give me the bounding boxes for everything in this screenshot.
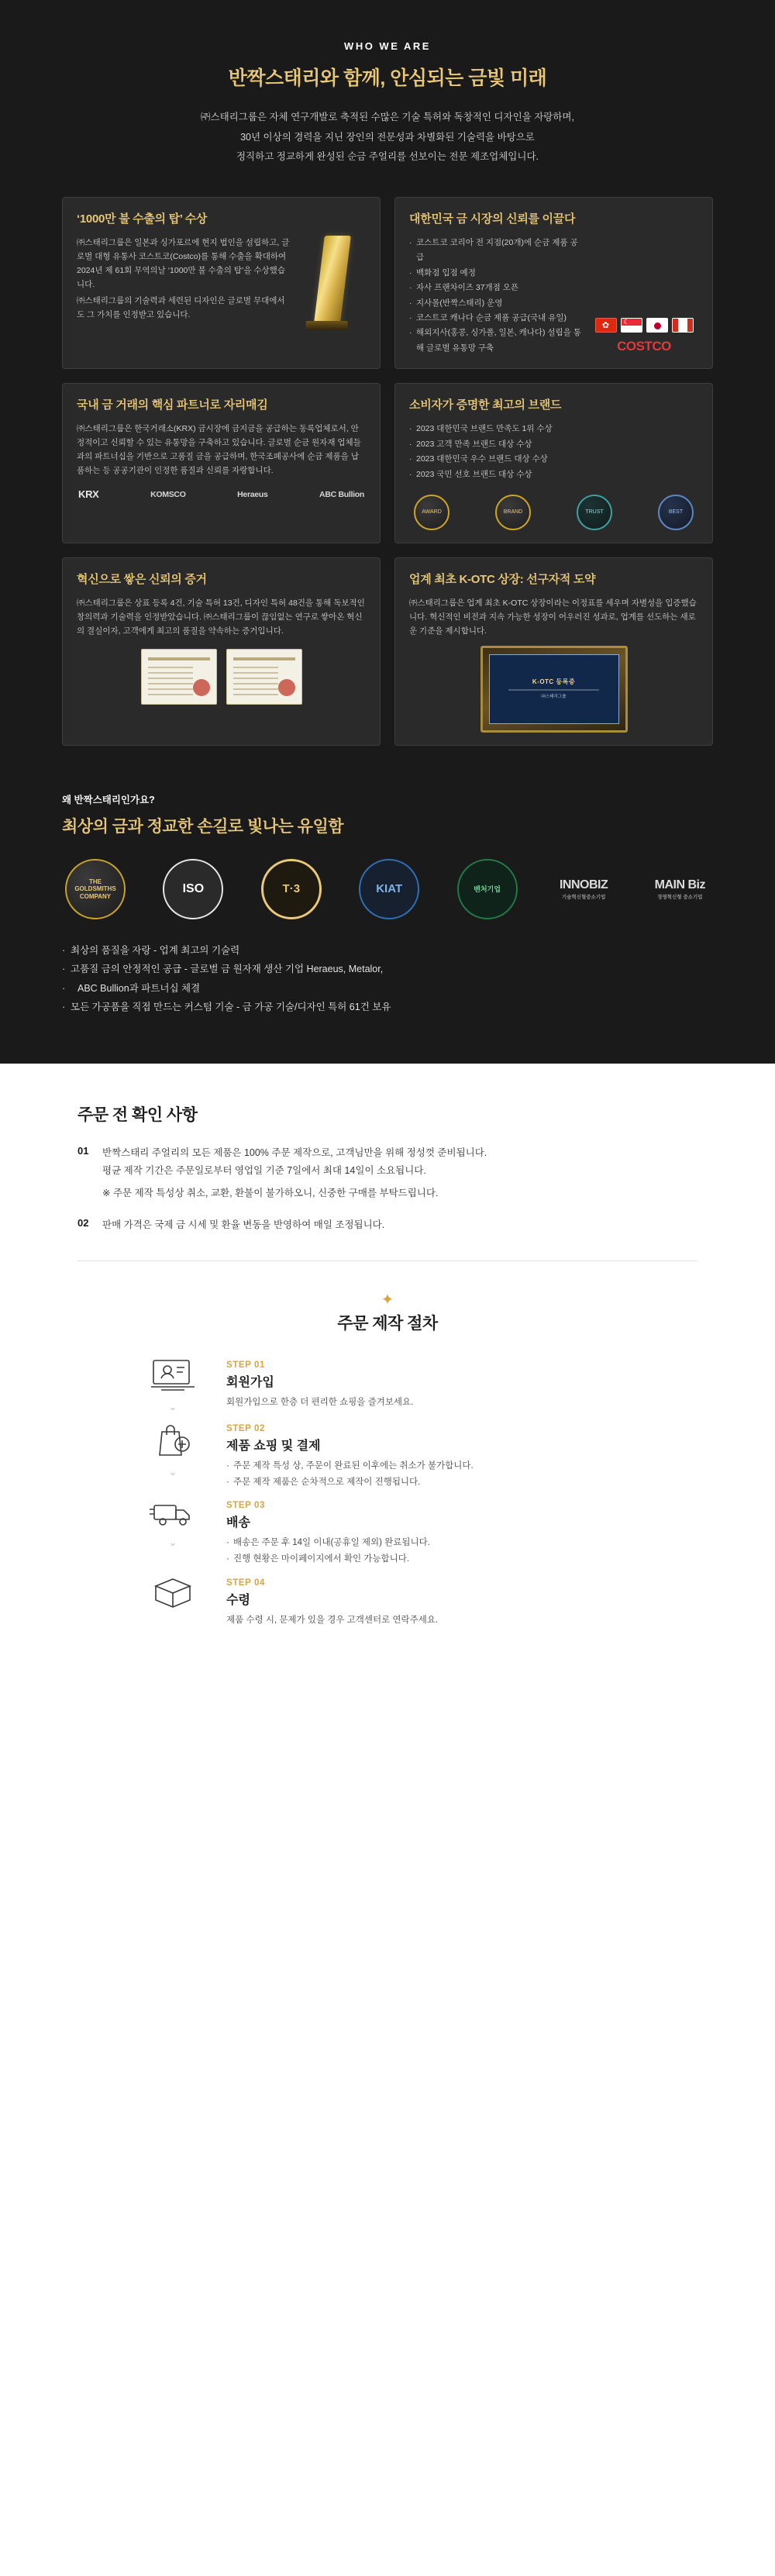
award-medal-row [409, 495, 698, 530]
notice-warning: ※ 주문 제작 특성상 취소, 교환, 환불이 불가하오니, 신중한 구매를 부탁드립니다. [102, 1187, 439, 1198]
card-bullet-list [409, 422, 698, 482]
chevron-down-icon: ⌄ [168, 1401, 177, 1413]
hero-description [0, 108, 775, 167]
mainbiz-badge-sub: 경영혁신형 중소기업 [657, 894, 703, 900]
process-step-list [140, 1357, 636, 1628]
card-consumer-brand-awards [394, 383, 713, 543]
list-item: · 2023 대한민국 우수 브랜드 대상 수상 [409, 452, 698, 467]
japan-flag-icon [646, 318, 668, 333]
step-name: 제품 쇼핑 및 결제 [226, 1440, 321, 1454]
step-description [226, 1612, 636, 1629]
achievement-card-grid [62, 197, 713, 746]
card-title: 소비자가 증명한 최고의 브랜드 [409, 398, 562, 412]
list-item: · 자사 프랜차이즈 37개점 오픈 [409, 281, 582, 295]
why-eyebrow: 왜 반짝스태리인가요? [62, 795, 155, 806]
notice-line: 평균 제작 기간은 주문일로부터 영업일 기준 7일에서 최대 14일이 소요됩니다. [102, 1164, 426, 1176]
costco-logo-text: COSTCO [617, 339, 671, 354]
card-market-trust [394, 197, 713, 369]
komsco-logo: KOMSCO [150, 489, 186, 499]
why-section [62, 792, 713, 1017]
truck-icon [150, 1498, 196, 1529]
notice-item-01 [78, 1144, 698, 1202]
step-description [226, 1535, 636, 1567]
venture-badge: 벤처기업 [457, 859, 518, 919]
notice-line: 반짝스태리 주얼리의 모든 제품은 100% 주문 제작으로, 고객님만을 위해 정성껏 준비됩니다. [102, 1147, 487, 1158]
card-title: 국내 금 거래의 핵심 파트너로 자리매김 [77, 398, 268, 412]
card-patents-evidence [62, 557, 381, 746]
hero-title: 반짝스태리와 함께, 안심되는 금빛 미래 [228, 67, 547, 89]
kiat-badge: KIAT [359, 859, 419, 919]
trophy-icon [299, 236, 366, 326]
notice-title: 주문 전 확인 사항 [78, 1105, 198, 1124]
list-item: · 백화점 입점 예정 [409, 266, 582, 281]
card-export-award [62, 197, 381, 369]
step-label: STEP 02 [226, 1424, 266, 1434]
step-description-line: · 주문 제작 특성 상, 주문이 완료된 이후에는 취소가 불가합니다. [226, 1458, 636, 1474]
notice-section [0, 1064, 775, 1675]
innobiz-badge-sub: 기술혁신형중소기업 [561, 894, 606, 900]
list-item: · 해외지사(홍콩, 싱가폴, 일본, 캐나다) 설립을 통해 글로벌 유통망 구축 [409, 326, 582, 356]
notice-line: 판매 가격은 국제 금 시세 및 환율 변동을 반영하여 매일 조정됩니다. [102, 1219, 385, 1230]
step-name: 배송 [226, 1516, 250, 1530]
award-medal-icon: BEST [658, 495, 694, 530]
hero-eyebrow: WHO WE ARE [344, 40, 431, 52]
why-point-list [62, 941, 713, 1017]
partner-logo-row [77, 488, 366, 500]
award-medal-icon: BRAND [495, 495, 531, 530]
hero-desc-line-3: 정직하고 정교하게 완성된 순금 주얼리를 선보이는 전문 제조업체입니다. [236, 151, 539, 163]
plaque-title: K-OTC 등록증 [532, 678, 576, 686]
guild-seal-badge: THE GOLDSMITHS COMPANY [65, 859, 126, 919]
chevron-down-icon: ⌄ [168, 1536, 177, 1549]
card-bullet-list [409, 236, 582, 356]
step-description-line: · 진행 현황은 마이페이지에서 확인 가능합니다. [226, 1551, 636, 1567]
step-description-line: · 주문 제작 제품은 순차적으로 제작이 진행됩니다. [226, 1474, 636, 1491]
step-description-line: 제품 수령 시, 문제가 있을 경우 고객센터로 연락주세요. [226, 1615, 439, 1625]
card-paragraph: ㈜스태리그룹은 한국거래소(KRX) 금시장에 금지금을 공급하는 동록업체로서, 안정적이고 신뢰할 수 있는 유통망을 구축하고 있습니다. 글로벌 순금 원자재 업체들과의 파트너십을 기반으로 고품질 금을 공급하며, 한국조폐공사에 순금 제품을 납품하는 등 공공기관이 인정한 품질과 신뢰를 자랑합니다. [77, 424, 361, 476]
list-item: · 코스트코 코리아 전 지점(20개)에 순금 제품 공급 [409, 236, 582, 266]
certificate-icon [226, 649, 302, 705]
flags-and-costco-logos [590, 236, 698, 356]
iso-badge: ISO [163, 859, 223, 919]
order-process-section [0, 1261, 775, 1674]
list-item: · 최상의 품질을 자랑 - 업계 최고의 기술력 [62, 941, 713, 960]
signup-icon [150, 1357, 195, 1393]
step-label: STEP 03 [226, 1501, 266, 1511]
process-step-03 [140, 1498, 636, 1567]
chevron-down-icon: ⌄ [168, 1466, 177, 1478]
certification-badge-row [62, 859, 713, 919]
notice-number: 02 [78, 1216, 89, 1229]
list-item: · 코스트코 캐나다 순금 제품 공급(국내 유일) [409, 311, 582, 326]
step-label: STEP 04 [226, 1578, 266, 1588]
krx-logo: KRX [78, 488, 99, 501]
innobiz-badge [555, 874, 612, 905]
box-icon [151, 1575, 195, 1609]
process-step-02 [140, 1421, 636, 1490]
mainbiz-badge-main: MAIN Biz [654, 878, 705, 892]
kotc-plaque-image [480, 646, 628, 733]
hong-kong-flag-icon [595, 318, 617, 333]
step-label: STEP 01 [226, 1360, 266, 1371]
certificate-images [77, 649, 366, 705]
costco-logo [617, 339, 671, 354]
card-title: 대한민국 금 시장의 신뢰를 이끌다 [409, 212, 576, 226]
list-item-continuation-text: ABC Bullion과 파트너십 체결 [78, 982, 201, 994]
card-paragraph: ㈜스태리그룹은 일본과 싱가포르에 현지 법인을 설립하고, 글로벌 대형 유통사 코스트코(Costco)를 통해 수출을 확대하여 2024년 제 61회 무역의날 ‘1000만 불 수출의 탑’을 수상했습니다. [77, 237, 290, 290]
shopping-bag-icon [153, 1421, 193, 1458]
list-item: · 2023 고객 만족 브랜드 대상 수상 [409, 437, 698, 452]
hero-block [0, 40, 775, 167]
step-description-line: 회원가입으로 한층 더 편리한 쇼핑을 즐겨보세요. [226, 1398, 414, 1408]
sparkle-icon: ✦ [381, 1291, 394, 1309]
list-item-continuation [62, 979, 713, 998]
canada-flag-icon [672, 318, 694, 333]
plaque-subtitle: ㈜스태리그룹 [541, 695, 567, 700]
step-name: 회원가입 [226, 1376, 274, 1390]
certificate-icon [141, 649, 217, 705]
process-step-01 [140, 1357, 636, 1413]
card-gold-trading-partner [62, 383, 381, 543]
card-paragraph: ㈜스태리그룹의 기술력과 세련된 디자인은 글로벌 무대에서도 그 가치를 인정받고 있습니다. [77, 296, 285, 320]
notice-number: 01 [78, 1144, 89, 1157]
step-description [226, 1395, 636, 1411]
heraeus-logo: Heraeus [237, 489, 268, 499]
step-description [226, 1458, 636, 1490]
singapore-flag-icon [621, 318, 642, 333]
award-medal-icon: AWARD [414, 495, 450, 530]
hero-desc-line-1: ㈜스태리그룹은 자체 연구개발로 축적된 수많은 기술 특허와 독창적인 디자인을 자랑하며, [201, 112, 574, 122]
list-item: · 2023 국민 선호 브랜드 대상 수상 [409, 467, 698, 482]
card-title: ‘1000만 불 수출의 탑’ 수상 [77, 212, 208, 226]
step-name: 수령 [226, 1593, 250, 1607]
card-title: 혁신으로 쌓은 신뢰의 증거 [77, 572, 207, 586]
card-kotc-listing [394, 557, 713, 746]
list-item: · 모든 가공품을 직접 만드는 커스텀 기술 - 금 가공 기술/디자인 특허 61건 보유 [62, 998, 713, 1016]
step-description-line: · 배송은 주문 후 14일 이내(공휴일 제외) 완료됩니다. [226, 1535, 636, 1551]
who-we-are-section [0, 0, 775, 1064]
hero-desc-line-2: 30년 이상의 경력을 지닌 장인의 전문성과 차별화된 기술력을 바탕으로 [240, 131, 535, 143]
innobiz-badge-main: INNOBIZ [559, 878, 608, 892]
process-title: 주문 제작 절차 [337, 1315, 438, 1333]
notice-item-02 [78, 1216, 698, 1234]
card-title: 업계 최초 K-OTC 상장: 선구자적 도약 [409, 572, 596, 586]
list-item: · 2023 대한민국 브랜드 만족도 1위 수상 [409, 422, 698, 436]
why-title: 최상의 금과 정교한 손길로 빛나는 유일함 [62, 818, 344, 836]
t3-badge: T·3 [261, 859, 322, 919]
card-paragraph: ㈜스태리그룹은 업계 최초 K-OTC 상장이라는 이정표를 세우며 자별성을 입증했습니다. 혁신적인 비전과 지속 가능한 성장이 어우러진 성과로, 업계를 선도하는 새로운 기준을 제시합니다. [409, 598, 697, 636]
list-item: · 지사몰(반짝스태리) 운영 [409, 296, 582, 311]
list-item: · 고품질 금의 안정적인 공급 - 글로벌 금 원자재 생산 기업 Heraeus, Metalor, [62, 960, 713, 978]
award-medal-icon: TRUST [577, 495, 612, 530]
card-paragraph: ㈜스태리그룹은 상표 등록 4건, 기술 특허 13건, 디자인 특허 48건을 통해 독보적인 창의력과 기술력을 인정받았습니다. ㈜스태리그룹이 끊임없는 연구로 쌓아온 혁신의 결실이자, 고객에게 최고의 품질을 약속하는 증거입니다. [77, 598, 365, 636]
abc-bullion-logo: ABC Bullion [319, 489, 364, 499]
process-step-04 [140, 1575, 636, 1629]
mainbiz-badge [650, 874, 710, 905]
